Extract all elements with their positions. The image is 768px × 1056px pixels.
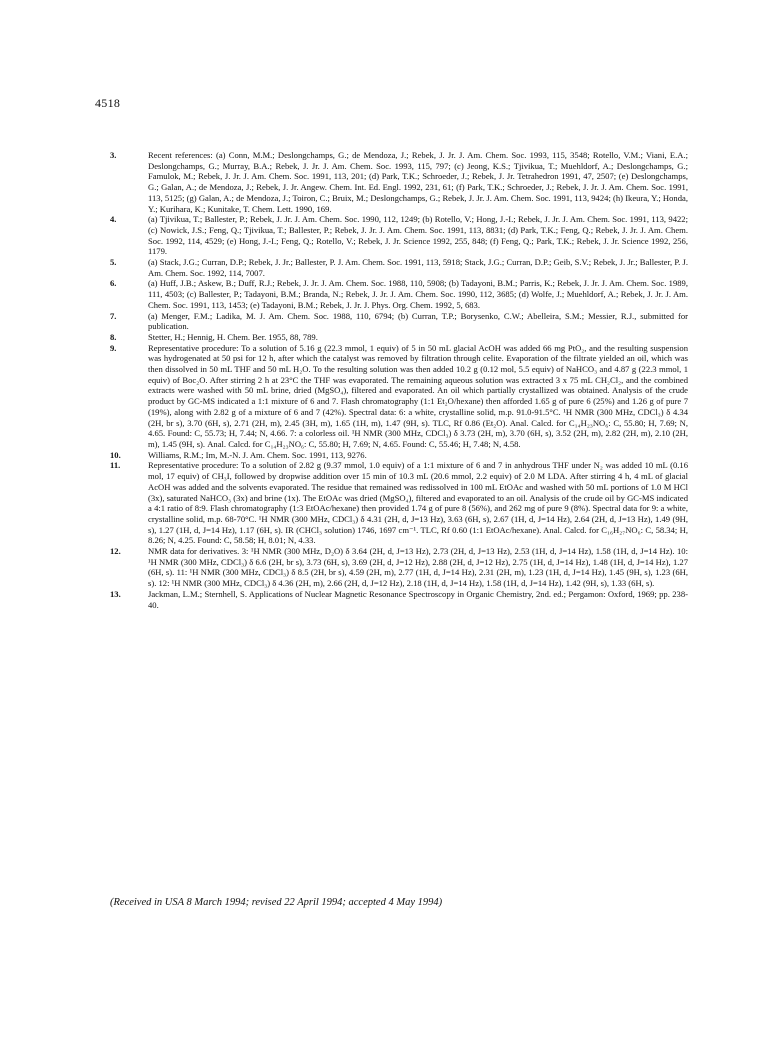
reference-text: Representative procedure: To a solution of 2.82 g (9.37 mmol, 1.0 equiv) of a 1:1 mixture of 6 and 7 in anhydrous THF under N₂ was added 10 mL (0.16 mol, 17 equiv) of CH₃I, followed by dropwise addition over 15 min of 10.3 mL (20.6 mmol, 2.2 equiv) of 2.0 M LDA. After stirring 4 h, 4 mL of glacial AcOH was added and the solvents evaporated. The residue that remained was redissolved in 100 mL EtOAc and washed with 50 mL portions of 1.0 M HCl (3x), saturated NaHCO₃ (3x) and brine (1x). The EtOAc was dried (MgSO₄), filtered and evaporated to an oil. Analysis of the crude oil by GC-MS indicated a 4:1 ratio of 8:9. Flash chromatography (1:3 EtOAc/hexane) then provided 1.74 g of pure 8 (56%), and 262 mg of pure 9 (8%). Spectral data for 9: a white, crystalline solid, m.p. 68-70°C. ¹H NMR (300 MHz, CDCl₃) δ 4.31 (2H, d, J=13 Hz), 3.63 (6H, s), 2.67 (1H, d, J=14 Hz), 2.64 (2H, d, J=13 Hz), 1.49 (9H, s), 1.27 (1H, d, J=14 Hz), 1.17 (6H, s). IR (CHCl₃ solution) 1746, 1697 cm⁻¹. TLC, Rf 0.60 (1:1 EtOAc/hexane). Anal. Calcd. for C₁₆H₂₇NO₆: C, 58.34; H, 8.26; N, 4.25. Found: C, 58.58; H, 8.01; N, 4.33. [148,460,688,546]
reference-number: 4. [110,214,117,225]
page-number: 4518 [95,96,121,110]
reference-number: 10. [110,449,121,460]
reference-number: 6. [110,278,117,289]
reference-item [110,589,688,610]
reference-text: (a) Stack, J.G.; Curran, D.P.; Rebek, J. Jr.; Ballester, P. J. Am. Chem. Soc. 1991, 113, 5918; Stack, J.G.; Curran, D.P.; Geib, S.V.; Rebek, J. Jr.; Ballester, P. J. Am. Chem. Soc. 1992, 114, 7007. [148,257,688,278]
reference-item [110,546,688,589]
reference-item [110,343,688,450]
reference-item [110,460,688,546]
reference-text: Stetter, H.; Hennig, H. Chem. Ber. 1955, 88, 789. [148,331,318,342]
reference-text: Recent references: (a) Conn, M.M.; Deslongchamps, G.; de Mendoza, J.; Rebek, J. Jr. J. Am. Chem. Soc. 1993, 115, 3548; Rotello, V.M.; Viani, E.A.; Deslongchamps, G.; Murray, B.A.; Rebek, J. Jr. J. Am. Chem. Soc. 1993, 115, 797; (c) Jeong, K.S.; Tjivikua, T.; Muehldorf, A.; Deslongchamps, G.; Famulok, M.; Rebek, J. Jr. J. Am. Chem. Soc. 1991, 113, 201; (d) Park, T.K.; Schroeder, J.; Rebek, J. Jr. Tetrahedron 1991, 47, 2507; (e) Deslongchamps, G.; Galan, A.; de Mendoza, J.; Rebek, J. Jr. Angew. Chem. Int. Ed. Engl. 1992, 231, 61; (f) Park, T.K.; Schroeder, J.; Rebek, J. Jr. J. Am. Chem. Soc. 1991, 113, 5125; (g) Galan, A.; de Mendoza, J.; Toiron, C.; Bruix, M.; Deslongchamps, G.; Rebek, J. Jr. J. Am. Chem. Soc. 1991, 113, 9424; (h) Ikeura, Y.; Honda, Y.; Kurihara, K.; Kunitake, T. Chem. Lett. 1990, 169. [148,150,688,214]
reference-item [110,257,688,278]
reference-item [110,150,688,214]
reference-item [110,311,688,332]
reference-number: 11. [110,460,121,471]
reference-item [110,332,688,343]
reference-number: 9. [110,342,117,353]
reference-number: 3. [110,150,117,160]
reference-text: Representative procedure: To a solution of 5.16 g (22.3 mmol, 1 equiv) of 5 in 50 mL glacial AcOH was added 66 mg PtO₂, and the resulting suspension was hydrogenated at 50 psi for 12 h, after which the catalyst was removed by filtration through celite. Evaporation of the filtrate yielded an oil, which was then dissolved in 50 mL THF and 50 mL H₂O. To the resulting solution was then added 10.2 g (0.12 mol, 5.5 equiv) of NaHCO₃ and 4.87 g (22.3 mmol, 1 equiv) of Boc₂O. After stirring 2 h at 23°C the THF was evaporated. The remaining aqueous solution was extracted 3 x 75 mL CH₂Cl₂, and the combined extracts were washed with 50 mL brine, dried (MgSO₄), filtered and evaporated. An oil which partially crystallized was obtained. Analysis of the crude product by GC-MS indicated a 1:1 mixture of 6 and 7. Flash chromatography (1:1 Et₂O/hexane) then afforded 1.65 g of pure 6 (25%) and 1.26 g of pure 7 (19%), along with 2.82 g of a mixture of 6 and 7 (42%). Spectral data: 6: a white, crystalline solid, m.p. 91.0-91.5°C. ¹H NMR (300 MHz, CDCl₃) δ 4.34 (2H, br s), 3.70 (6H, s), 2.71 (2H, m), 2.45 (3H, m), 1.65 (1H, m), 1.47 (9H, s). TLC, Rf 0.86 (Et₂O). Anal. Calcd. for C₁₄H₂₃NO₆: C, 55.80; H, 7.69; N, 4.65. Found: C, 55.73; H, 7.44; N, 4.66. 7: a colorless oil. ¹H NMR (300 MHz, CDCl₃) δ 3.73 (2H, m), 3.70 (6H, s), 3.52 (2H, m), 2.82 (2H, m), 2.10 (2H, m), 1.45 (9H, s). Anal. Calcd. for C₁₄H₂₃NO₆: C, 55.80; H, 7.69; N, 4.65. Found: C, 55.46; H, 7.48; N, 4.58. [148,342,688,449]
reference-number: 5. [110,257,117,268]
reference-item [110,450,688,461]
reference-text: Williams, R.M.; Im, M.-N. J. Am. Chem. Soc. 1991, 113, 9276. [148,449,367,460]
reference-text: Jackman, L.M.; Sternhell, S. Applications of Nuclear Magnetic Resonance Spectroscopy in Organic Chemistry, 2nd. ed.; Pergamon: Oxford, 1969; pp. 238-40. [148,588,688,610]
reference-text: (a) Menger, F.M.; Ladika, M. J. Am. Chem. Soc. 1988, 110, 6794; (b) Curran, T.P.; Borysenko, C.W.; Abelleira, S.M.; Messier, R.J., submitted for publication. [148,310,688,332]
received-dates: (Received in USA 8 March 1994; revised 22 April 1994; accepted 4 May 1994) [110,897,443,908]
reference-number: 8. [110,331,117,342]
reference-text: (a) Tjivikua, T.; Ballester, P.; Rebek, J. Jr. J. Am. Chem. Soc. 1990, 112, 1249; (b) Rotello, V.; Hong, J.-I.; Rebek, J. Jr. J. Am. Chem. Soc. 1991, 113, 9422; (c) Nowick, J.S.; Feng, Q.; Tjivikua, T.; Ballester, P.; Rebek, J. Jr. J. Am. Chem. Soc. 1991, 113, 8831; (d) Park, T.K.; Feng, Q.; Rebek, J. Jr. J. Am. Chem. Soc. 1992, 114, 4529; (e) Hong, J.-I.; Feng, Q.; Rotello, V.; Rebek, J. Jr. Science 1992, 255, 848; (f) Feng, Q.; Park, T.K.; Rebek, J. Jr. Science 1992, 256, 1179. [148,214,688,257]
reference-number: 7. [110,310,117,321]
reference-number: 13. [110,588,121,599]
reference-text: NMR data for derivatives. 3: ¹H NMR (300 MHz, D₂O) δ 3.64 (2H, d, J=13 Hz), 2.73 (2H, d, J=13 Hz), 2.53 (1H, d, J=14 Hz), 1.58 (1H, d, J=14 Hz). 10: ¹H NMR (300 MHz, CDCl₃) δ 6.6 (2H, br s), 3.73 (6H, s), 3.69 (2H, d, J=12 Hz), 2.88 (2H, d, J=12 Hz), 2.75 (1H, d, J=14 Hz), 1.48 (1H, d, J=14 Hz), 1.27 (6H, s). 11: ¹H NMR (300 MHz, CDCl₃) δ 8.5 (2H, br s), 4.59 (2H, m), 2.77 (1H, d, J=14 Hz), 2.31 (2H, m), 1.23 (1H, d, J=14 Hz), 1.45 (9H, s), 1.23 (6H, s). 12: ¹H NMR (300 MHz, CDCl₃) δ 4.36 (2H, m), 2.66 (2H, d, J=12 Hz), 2.18 (1H, d, J=14 Hz), 1.58 (1H, d, J=14 Hz), 1.42 (9H, s), 1.33 (6H, s). [148,546,688,589]
reference-list [110,150,688,610]
reference-number: 12. [110,546,121,557]
reference-item [110,214,688,257]
reference-text: (a) Huff, J.B.; Askew, B.; Duff, R.J.; Rebek, J. Jr. J. Am. Chem. Soc. 1988, 110, 5908; (b) Tadayoni, B.M.; Parris, K.; Rebek, J. Jr. J. Am. Chem. Soc. 1989, 111, 4503; (c) Ballester, P.; Tadayoni, B.M.; Branda, N.; Rebek, J. Jr. J. Am. Chem. Soc. 1990, 112, 3685; (d) Wolfe, J.; Muehldorf, A.; Rebek, J. Jr. J. Am. Chem. Soc. 1991, 113, 1453; (e) Tadayoni, B.M.; Rebek, J. Jr. J. Phys. Org. Chem. 1992, 5, 683. [148,278,688,310]
reference-item [110,278,688,310]
